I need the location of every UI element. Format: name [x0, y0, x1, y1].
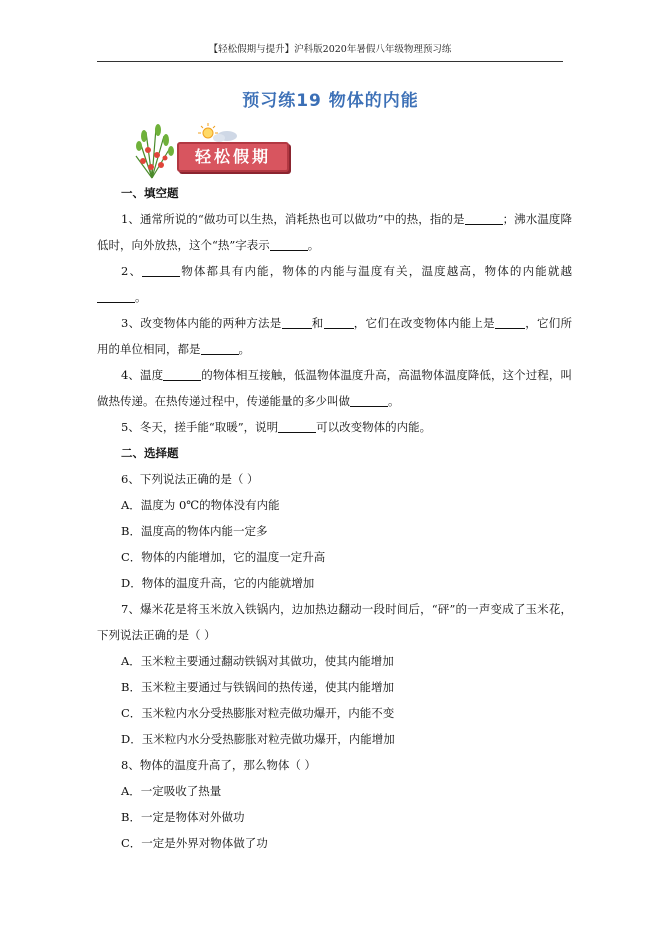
q3-text-d: ，它们所用的单位相同，都是 — [97, 316, 573, 356]
question-6-option: B．温度高的物体内能一定多 — [121, 524, 268, 538]
question-5 — [97, 414, 572, 440]
question-7-option: B．玉米粒主要通过与铁锅间的热传递，使其内能增加 — [121, 680, 394, 694]
section-heading-fill-in: 一、填空题 — [121, 186, 179, 200]
answer-blank[interactable] — [97, 290, 135, 303]
answer-blank[interactable] — [282, 316, 312, 329]
answer-blank[interactable] — [201, 342, 239, 355]
question-6-option: D．物体的温度升高，它的内能就增加 — [121, 576, 315, 590]
question-8-stem: 8、物体的温度升高了，那么物体（ ） — [121, 758, 316, 772]
question-3 — [97, 310, 572, 362]
question-8-option: B．一定是物体对外做功 — [121, 810, 245, 824]
question-8-option: C．一定是外界对物体做了功 — [121, 836, 268, 850]
answer-blank[interactable] — [465, 212, 503, 225]
question-6-option: C．物体的内能增加，它的温度一定升高 — [121, 550, 326, 564]
answer-blank[interactable] — [270, 238, 308, 251]
banner-title: 轻松假期 — [194, 147, 271, 166]
question-6-stem: 6、下列说法正确的是（ ） — [121, 472, 259, 486]
q5-text-b: 可以改变物体的内能。 — [316, 420, 432, 434]
answer-blank[interactable] — [324, 316, 354, 329]
q1-text-c: 。 — [307, 238, 320, 252]
question-4 — [97, 362, 572, 414]
q4-text-b: 的物体相互接触，低温物体温度升高，高温物体温度降低，这个过程，叫做热传递。在热传递过程中，传递能量的多少叫做 — [97, 368, 572, 408]
running-header: 【轻松假期与提升】沪科版2020年暑假八年级物理预习练 — [97, 39, 563, 62]
answer-blank[interactable] — [142, 264, 180, 277]
answer-blank[interactable] — [350, 394, 388, 407]
worksheet-body — [97, 180, 572, 856]
q1-text-a: 1、通常所说的“做功可以生热，消耗热也可以做功”中的热，指的是 — [121, 212, 465, 226]
q3-text-b: 和 — [311, 316, 324, 330]
q3-text-a: 3、改变物体内能的两种方法是 — [121, 316, 282, 330]
question-1 — [97, 206, 572, 258]
question-7-option: D．玉米粒内水分受热膨胀对粒壳做功爆开，内能增加 — [121, 732, 395, 746]
question-8-option: A．一定吸收了热量 — [121, 784, 222, 798]
q4-text-c: 。 — [388, 394, 400, 408]
q2-text-c: 。 — [135, 290, 147, 304]
q2-text-a: 2、 — [121, 264, 143, 278]
question-7-stem: 7、爆米花是将玉米放入铁锅内，边加热边翻动一段时间后，“砰”的一声变成了玉米花，下列说法正确的是（ ） — [97, 602, 572, 642]
section-heading-multiple-choice: 二、选择题 — [121, 446, 179, 460]
q1-text-b: ；沸水温度降低时，向外放热，这个“热”字表示 — [97, 212, 572, 252]
q5-text-a: 5、冬天，搓手能“取暖”，说明 — [121, 420, 279, 434]
page-title: 预习练19 物体的内能 — [242, 91, 419, 111]
question-2 — [97, 258, 572, 310]
question-7-option: C．玉米粒内水分受热膨胀对粒壳做功爆开，内能不变 — [121, 706, 395, 720]
question-6-option: A．温度为 0℃的物体没有内能 — [121, 498, 280, 512]
answer-blank[interactable] — [278, 420, 316, 433]
q3-text-c: ，它们在改变物体内能上是 — [353, 316, 495, 330]
answer-blank[interactable] — [495, 316, 525, 329]
answer-blank[interactable] — [163, 368, 201, 381]
q4-text-a: 4、温度 — [121, 368, 164, 382]
relax-holiday-banner — [130, 120, 300, 180]
q2-text-b: 物体都具有内能，物体的内能与温度有关，温度越高，物体的内能就越 — [180, 264, 572, 278]
question-7-option: A．玉米粒主要通过翻动铁锅对其做功，使其内能增加 — [121, 654, 394, 668]
q3-text-e: 。 — [238, 342, 250, 356]
